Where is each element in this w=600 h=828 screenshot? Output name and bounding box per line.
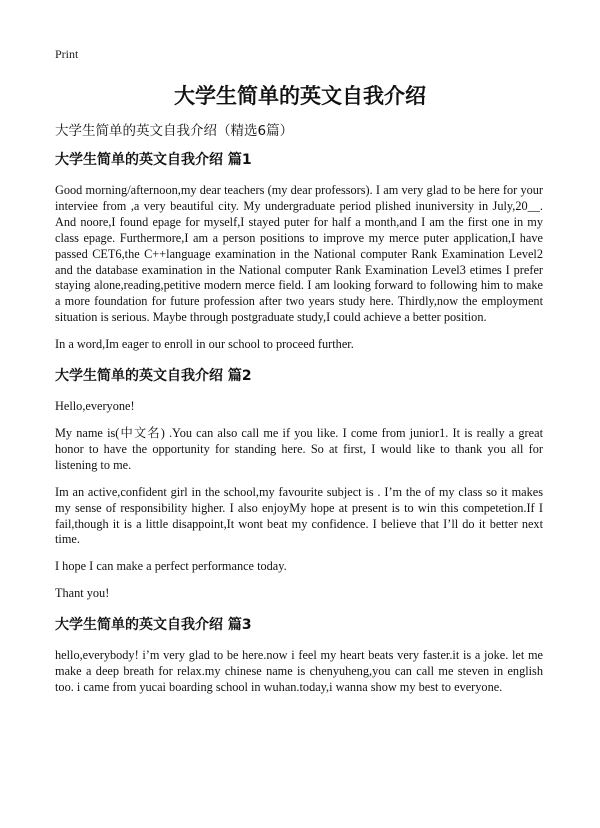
- document-title: 大学生简单的英文自我介绍: [174, 84, 426, 108]
- paragraph: In a word,Im eager to enroll in our school to proceed further.: [55, 337, 354, 352]
- section-heading: 大学生简单的英文自我介绍 篇3: [55, 617, 252, 634]
- section-heading: 大学生简单的英文自我介绍 篇2: [55, 368, 252, 385]
- paragraph: Thant you!: [55, 586, 110, 601]
- paragraph: Im an active,confident girl in the school,my favourite subject is . I’m the of my class so it makes my sense of responsibility higher. I also enjoyMy hope at present is to win this competetion.If I fail,though it is a little disappoint,It wont beat my confidence. I believe that I’ll do it better next time.: [55, 484, 543, 547]
- paragraph: My name is(中文名) .You can also call me if you like. I come from junior1. It is really a great honor to have the opportunity for standing here. So at first, I would like to thank you all for listening to me.: [55, 425, 543, 472]
- section-heading: 大学生简单的英文自我介绍 篇1: [55, 152, 252, 168]
- document-subtitle: 大学生简单的英文自我介绍（精选6篇）: [55, 123, 294, 139]
- document-content: [55, 150, 543, 696]
- paragraph: Hello,everyone!: [55, 399, 135, 414]
- print-link[interactable]: Print: [55, 47, 79, 61]
- paragraph: I hope I can make a perfect performance today.: [55, 559, 287, 574]
- paragraph: hello,everybody! i’m very glad to be here.now i feel my heart beats very faster.it is a joke. let me make a deep breath for relax.my chinese name is chenyuheng,you can call me steven in english too. i came from yucai boarding school in wuhan.today,i wanna show my best to everyone.: [55, 648, 543, 694]
- paragraph: Good morning/afternoon,my dear teachers (my dear professors). I am very glad to be here for your interviee from ,a very beautiful city. My undergraduate period plished inuniversity in July,20__. And noore,I found epage for myself,I stayed puter for half a month,and I am the first one in my class epage. Furthermore,I am a person positions to improve my merce puter application,I have passed CET6,the C++language examination in the National computer Rank Examination Level2 and the database examination in the National computer Rank Examination Level3 etimes I prefer staying alone,reading,petitive modern merce field. I am looking forward to following him to make a more foundation for future profession after two years study here. Thirdly,now the employment situation is serious. Maybe through postgraduate study,I could achieve a better position.: [55, 183, 543, 325]
- section-3: [55, 615, 543, 696]
- section-1: [55, 150, 543, 353]
- section-2: [55, 366, 543, 602]
